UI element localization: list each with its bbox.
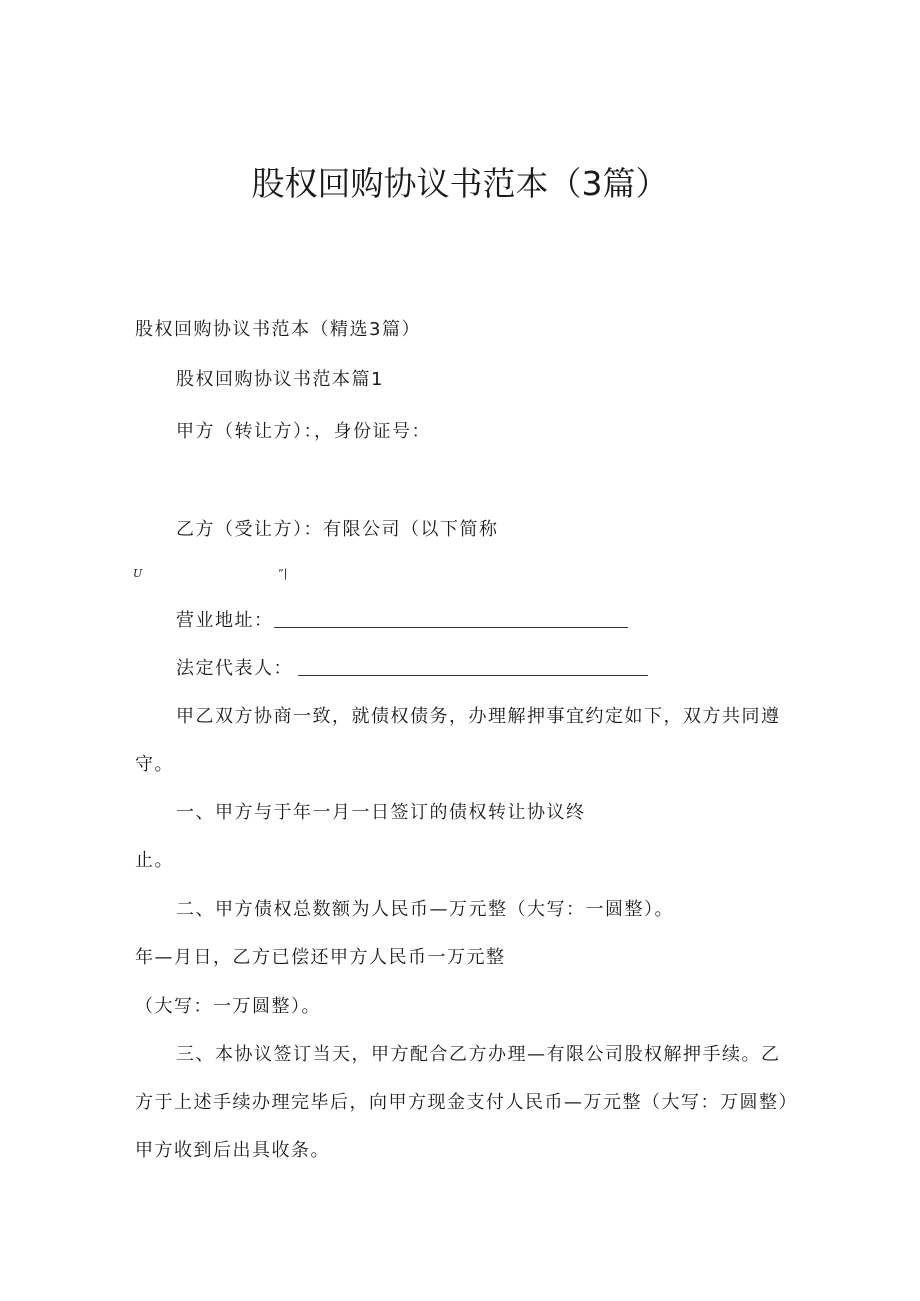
document-title: 股权回购协议书范本（3篇） [251,164,669,203]
clause-2-line-2: 年—月日，乙方已偿还甲方人民币一万元整 [135,947,506,968]
intro-paragraph-line-2: 守。 [135,754,174,775]
business-address-blank [274,627,628,628]
stray-mark-right: ”| [278,567,288,580]
section-heading: 股权回购协议书范本篇1 [176,369,384,390]
clause-1-line-1: 一、甲方与于年一月一日签订的债权转让协议终 [176,802,586,823]
clause-3-line-3: 甲方收到后出具收条。 [135,1140,330,1161]
clause-2-line-3: （大写：一万圆整）。 [135,996,321,1017]
clause-3-line-1: 三、本协议签订当天，甲方配合乙方办理—有限公司股权解押手续。乙 [176,1044,781,1065]
clause-3-line-2: 方于上述手续办理完毕后，向甲方现金支付人民币—万元整（大写：万圆整） [135,1092,798,1113]
stray-mark-left: U [133,567,143,580]
legal-rep-label: 法定代表人： [176,658,293,679]
business-address-label: 营业地址： [176,610,274,631]
clause-2-line-1: 二、甲方债权总数额为人民币—万元整（大写：一圆整）。 [176,899,674,920]
party-b-line: 乙方（受让方）：有限公司（以下简称 [176,519,499,540]
legal-rep-blank [298,675,648,676]
document-subtitle: 股权回购协议书范本（精选3篇） [135,319,421,340]
clause-1-line-2: 止。 [135,850,174,871]
party-a-line: 甲方（转让方）：，身份证号： [176,421,431,442]
intro-paragraph-line-1: 甲乙双方协商一致，就债权债务，办理解押事宜约定如下，双方共同遵 [176,706,781,727]
